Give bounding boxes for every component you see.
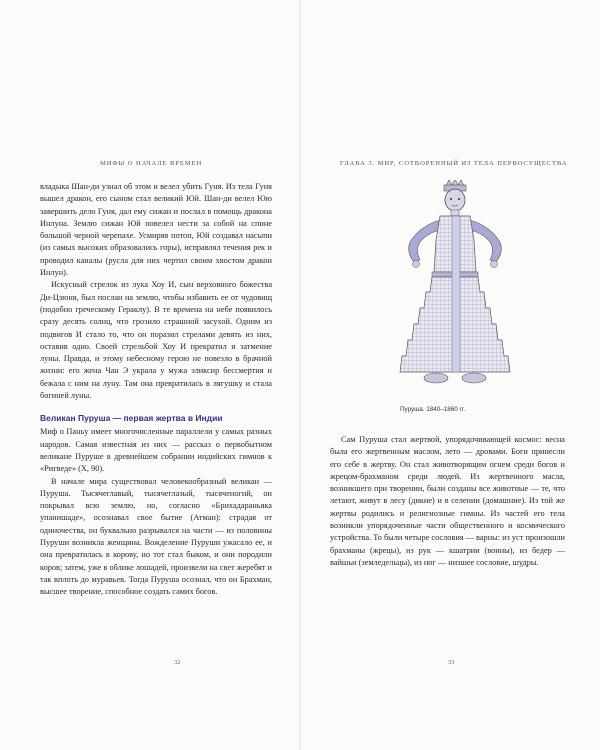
left-running-head: МИФЫ О НАЧАЛЕ ВРЕМЕН — [100, 160, 203, 167]
left-paragraph-2: Искусный стрелок из лука Хоу И, сын верховного божества Ди-Цзюня, был послан на землю, чтобы избавить ее от чудовищ (подобно греческому Гераклу). В те времена на небе появилось сразу десять солнц, что грозило страшной засухой. Одним из подвигов И стало то, что он поразил стрелами девять из них, оставив одно. Своей стрельбой Хоу И прекратил и затмение луны. Правда, и этому небесному герою не повезло в брачной жизни: его жена Чан Э украла у мужа эликсир бессмертия и бежала с ним на луну. Там она превратилась в лягушку и стала богиней луны. — [40, 280, 272, 401]
right-running-head: ГЛАВА 3. МИР, СОТВОРЕННЫЙ ИЗ ТЕЛА ПЕРВОСУЩЕСТВА — [340, 160, 568, 167]
book-gutter — [299, 0, 301, 750]
left-text-block — [40, 181, 272, 599]
section-heading: Великан Пуруша — первая жертва в Индии — [40, 413, 223, 424]
purusha-illustration — [380, 180, 530, 390]
right-text-block — [330, 434, 565, 569]
left-paragraph-4: В начале мира существовал человекообразный великан — Пуруша. Тысячеглавый, тысячеглазый, тысяченогий, он покрывал всю землю, но, согласно «Брихадараньяка упанишаде», осознавал свое бытие (Атман): страдая от одиночества, он буквально разрывался на части — из половины Пуруши возникла женщина. Вожделение Пуруши ужасало ее, и она превратилась в корову, но тот стал быком, и они породили коров; затем, уже в облике лошадей, произвели на свет жеребят и так вплоть до муравьев. Тогда Пуруша осознал, что он Брахман, высшее творение, способное создать самих богов. — [40, 476, 272, 597]
right-page-number: 33 — [448, 659, 455, 666]
left-paragraph-3: Миф о Паньу имеет многочисленные параллели у самых разных народов. Самая известная из них — рассказ о первобытном великане Пуруше в древнейшем собрании индийских гимнов к «Ригведе» (X, 90). — [40, 427, 272, 474]
illustration-caption: Пуруша. 1840–1860 гг. — [400, 406, 466, 413]
left-page-number: 32 — [174, 659, 181, 666]
right-paragraph-1: Сам Пуруша стал жертвой, упорядочивающей космос: весна была его жертвенным маслом, лето — дровами. Боги принесли его себе в жертву. Он стал животворящим огнем среди богов и жрецом-брахманом среди людей. Из жертвенного масла, возникшего при творении, были созданы все животные — те, что летают, живут в лесу (дикие) и в селении (домашние). Из той же жертвы родились и религиозные гимны. Из частей его тела возникли упорядоченные части общественного и космического устройства. То были четыре сословия — варны: из уст произошли брахманы (жрецы), из рук — кшатрии (воины), из бедер — вайшьи (земледельцы), из ног — низшее сословие, шудры. — [330, 435, 565, 567]
left-paragraph-1: владыка Шан-ди узнал об этом и велел убить Гуня. Из тела Гуня вышел дракон, его сыном стал великий Юй. Шан-ди велел Юю завершить дело Гуня, дал ему сижан и послал в помощь дракона Инлуна. Землю сижан Юй повелел нести за собой на спине большой черной черепахе. Усмиряя потоп, Юй создавал насыпи (из самых высоких образовались горы), исправлял течения рек и проводил каналы (русла для них чертил своим хвостом дракон Инлун). — [40, 182, 272, 278]
